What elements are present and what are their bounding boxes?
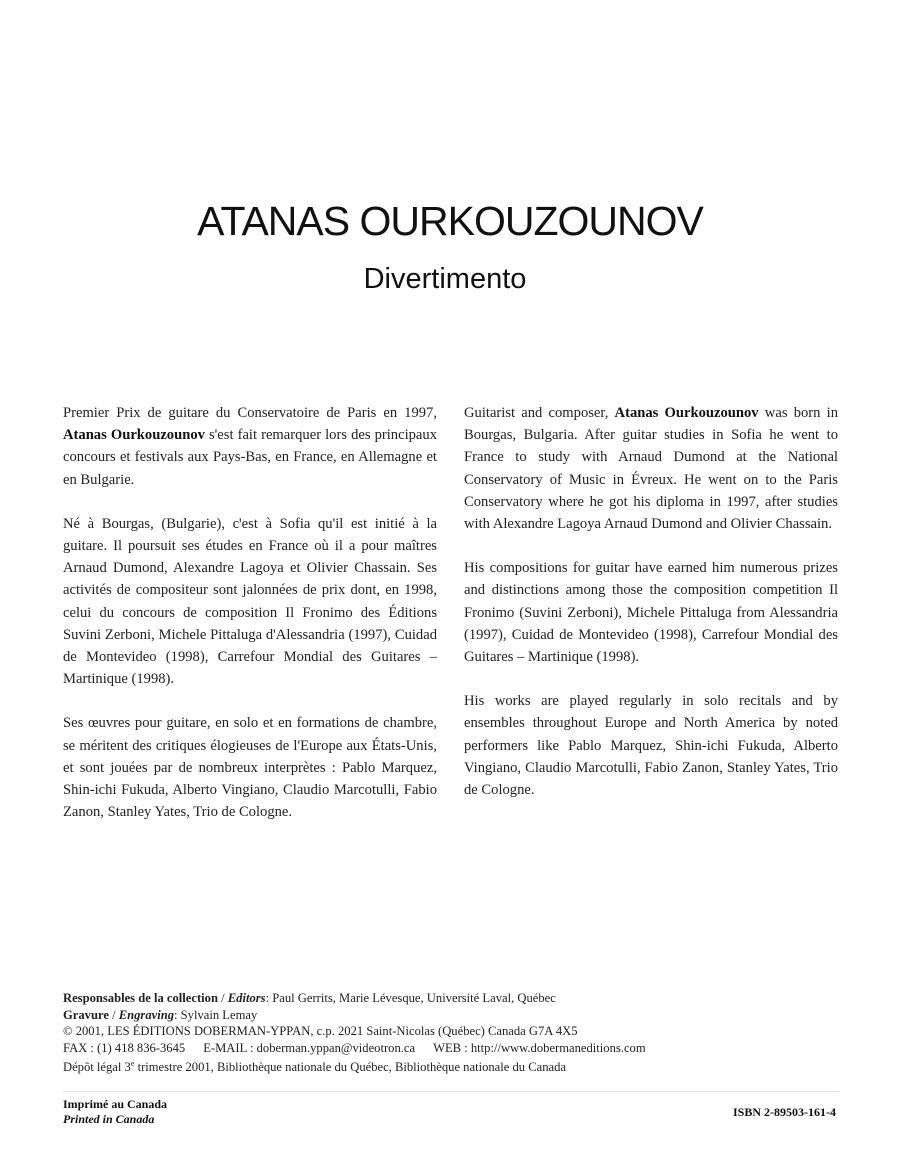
web-address: WEB : http://www.dobermaneditions.com xyxy=(433,1040,646,1055)
bio-en-p1-text-a: Guitarist and composer, xyxy=(464,405,615,421)
editors-label-fr: Responsables de la collection xyxy=(63,991,218,1005)
printed-in xyxy=(63,1097,167,1126)
engraving-line: Gravure / Engraving: Sylvain Lemay xyxy=(63,1007,258,1022)
engraving-label-fr: Gravure xyxy=(63,1007,109,1022)
bio-fr-p1-text-a: Premier Prix de guitare du Conservatoire de Paris en 1997, xyxy=(63,405,437,421)
publication-credits xyxy=(63,990,853,1076)
biography-english xyxy=(464,402,838,823)
bio-en-paragraph-3: His works are played regularly in solo recitals and by ensembles throughout Europe and North America by noted performers like Pablo Marquez, Shin-ichi Fukuda, Alberto Vingiano, Claudio Marcotulli, Fabio Zanon, Stanley Yates, Trio de Cologne. xyxy=(464,693,838,799)
editors-label-en: Editors xyxy=(227,991,266,1005)
contact-line xyxy=(63,1040,853,1057)
editors-value: : Paul Gerrits, Marie Lévesque, Université Laval, Québec xyxy=(265,991,556,1005)
bio-en-paragraph-1 xyxy=(464,402,838,535)
bio-en-paragraph-2: His compositions for guitar have earned him numerous prizes and distinctions among those the composition competition Il Fronimo (Suvini Zerboni), Michele Pittaluga from Alessandria (1997), Cuidad de Montevideo (1998), Carrefour Mondial des Guitares – Martinique (1998). xyxy=(464,560,838,666)
engraving-label-en: Engraving xyxy=(118,1007,175,1022)
bio-fr-paragraph-2: Né à Bourgas, (Bulgarie), c'est à Sofia qu'il est initié à la guitare. Il poursuit ses études en France où il a pour maîtres Arnaud Dumond, Alexandre Lagoya et Olivier Chassain. Ses activités de compositeur sont jalonnées de prix dont, en 1998, celui du concours de composition Il Fronimo des Éditions Suvini Zerboni, Michele Pittaluga d'Alessandria (1997), Cuidad de Montevideo (1998), Carrefour Mondial des Guitares – Martinique (1998). xyxy=(63,515,437,688)
composer-name: ATANAS OURKOUZOUNOV xyxy=(197,198,703,244)
footer-divider xyxy=(63,1091,839,1092)
isbn: ISBN 2-89503-161-4 xyxy=(732,1105,836,1119)
biography-french xyxy=(63,402,437,845)
email-address: E-MAIL : doberman.yppan@videotron.ca xyxy=(203,1040,416,1055)
work-title: Divertimento xyxy=(363,263,527,295)
copyright-line: © 2001, LES ÉDITIONS DOBERMAN-YPPAN, c.p. 2021 Saint-Nicolas (Québec) Canada G7A 4X5 xyxy=(63,1024,578,1039)
engraving-value: : Sylvain Lemay xyxy=(174,1007,258,1022)
fax-number: FAX : (1) 418 836-3645 xyxy=(63,1040,186,1055)
printed-in-french: Imprimé au Canada xyxy=(63,1097,168,1111)
bio-fr-p1-text-b: s'est fait remarquer lors des principaux concours et festivals aux Pays-Bas, en France, en Allemagne et en Bulgarie. xyxy=(63,427,437,488)
bio-fr-composer-name: Atanas Ourkouzounov xyxy=(63,427,205,444)
bio-fr-paragraph-3: Ses œuvres pour guitare, en solo et en formations de chambre, se méritent des critiques élogieuses de l'Europe aux États-Unis, et sont jouées par de nombreux interprètes : Pablo Marquez, Shin-ichi Fukuda, Alberto Vingiano, Claudio Marcotulli, Fabio Zanon, Stanley Yates, Trio de Cologne. xyxy=(63,715,437,821)
legal-deposit-line: Dépôt légal 3e trimestre 2001, Bibliothèque nationale du Québec, Bibliothèque nationale du Canada xyxy=(63,1059,566,1075)
bio-en-p1-text-b: was born in Bourgas, Bulgaria. After guitar studies in Sofia he went to France to study with Arnaud Dumond at the National Conservatory of Music in Évreux. He went on to the Paris Conservatory where he got his diploma in 1997, after studies with Alexandre Lagoya Arnaud Dumond and Olivier Chassain. xyxy=(464,405,838,533)
bio-en-composer-name: Atanas Ourkouzounov xyxy=(614,405,759,421)
printed-in-english: Printed in Canada xyxy=(63,1111,155,1126)
editors-line: Responsables de la collection / Editors: Paul Gerrits, Marie Lévesque, Université Laval, Québec xyxy=(63,991,556,1005)
bio-fr-paragraph-1 xyxy=(63,402,437,491)
